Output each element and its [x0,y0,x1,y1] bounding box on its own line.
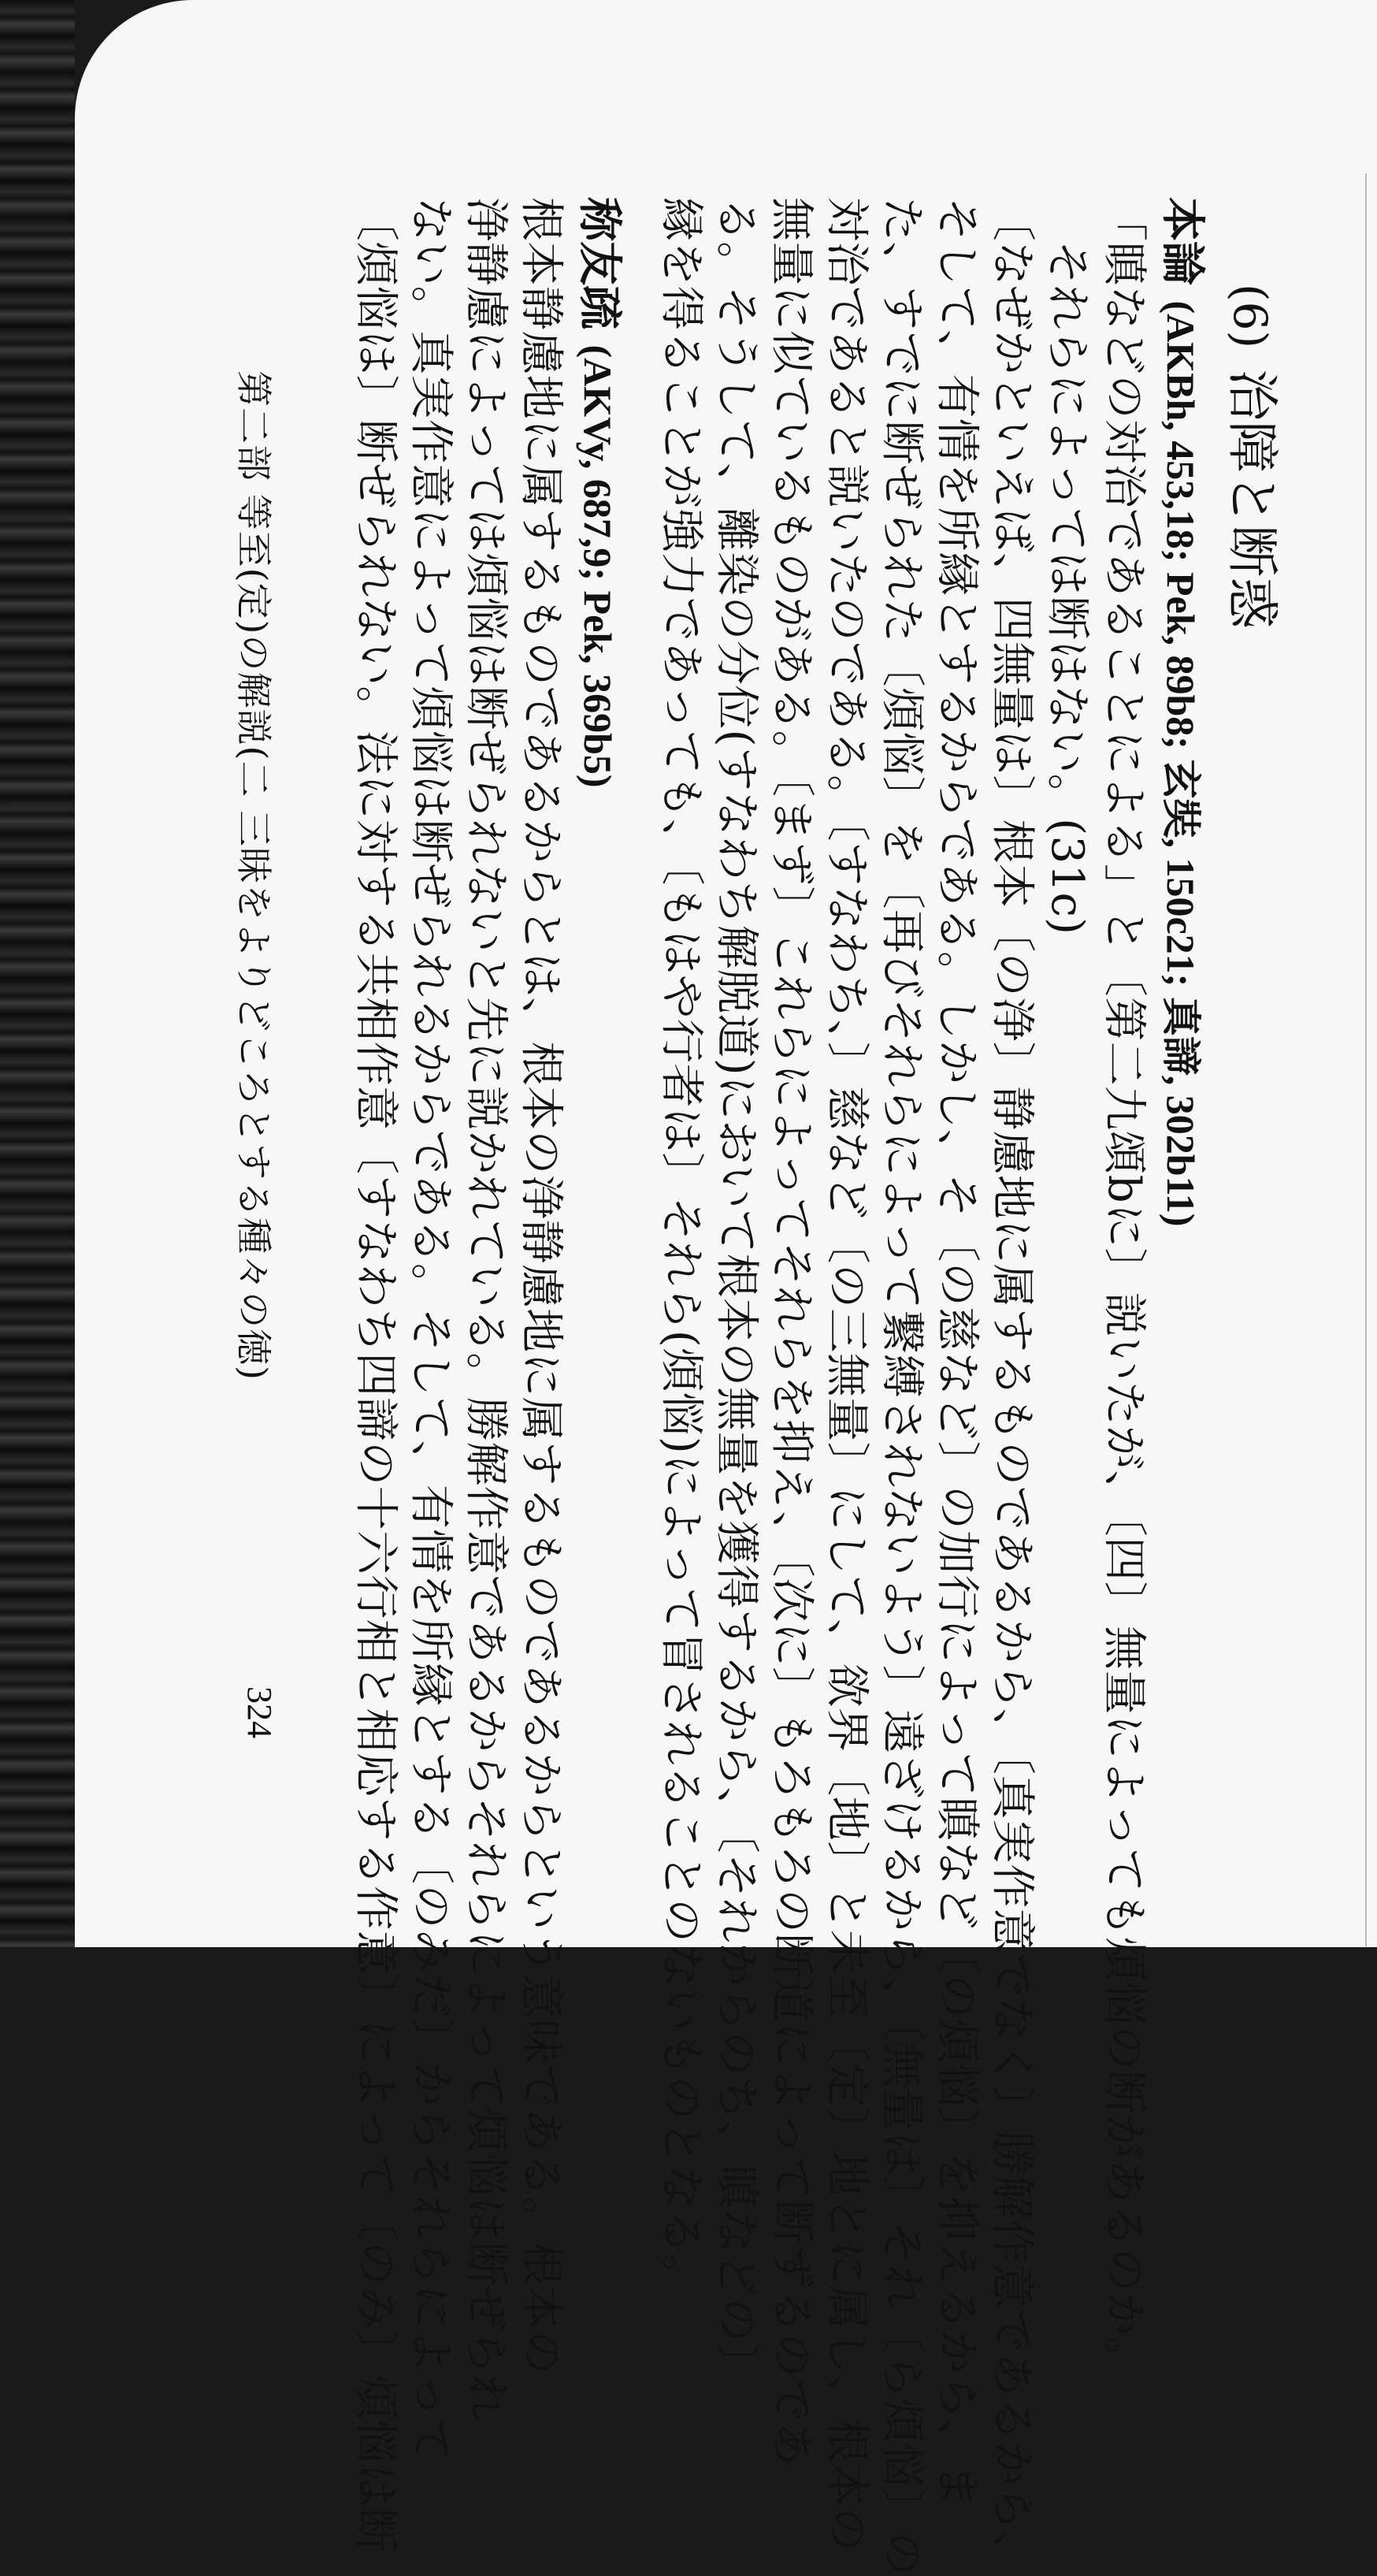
commentary-source: (AKVy, 687,9; Pek, 369b5) [576,344,620,788]
rotated-page-content [75,0,1377,2576]
root-commentary-line-2: そして、有情を所縁とするからである。しかし、そ〔の慈など〕の加行によって瞋など〔の煩悩〕を抑えるから、ま [931,197,982,2508]
verse-line-1: 「瞋などの対治であることによる」と〔第二九頌bに〕説いたが、〔四〕無量によっても煩悩の断があるのか。 [1098,197,1149,2381]
commentary-line-1: 根本静慮地に属するものであるからとは、根本の浄静慮地に属するものであるからという意味である。根本の [515,197,566,2375]
commentary-line-2: 浄静慮によっては煩悩は断ぜられないと先に説かれている。勝解作意であるからそれらによって煩悩は断ぜられ [460,197,511,2419]
root-text-label: 本論 [1156,197,1208,285]
running-title: 第二部 等至(定)の解説(二 三昧をよりどころとする種々の徳) [232,370,275,1381]
book-binding-edge [0,0,75,1947]
commentary-line-4: 〔煩悩は〕断ぜられない。法に対する共相作意〔すなわち四諦の十六行相と相応する作意〕によって〔のみ〕煩悩は断 [350,197,401,2553]
section-number: (6) [1223,284,1277,349]
commentary-heading [573,197,625,788]
root-commentary-line-7: 縁を得ることが強力であっても、〔もはや行者は〕それら(煩悩)によって冒されることのないものとなる。 [655,197,707,2299]
section-heading [1219,284,1294,629]
root-commentary-line-1: 〔なぜかといえば、四無量は〕根本〔の浄〕静慮地に属するものであるから、〔真実作意でなく〕勝解作意であるから、 [986,197,1037,2575]
commentary-line-3: ない。真実作意によって煩悩は断ぜられるからである。そして、有情を所縁とする〔のみだ〕からそれらによって [405,197,456,2463]
page-number: 324 [240,1686,279,1738]
section-title: 治障と断惑 [1222,369,1282,630]
commentary-label: 称友疏 [573,197,625,329]
root-commentary-line-3: た、すでに断ぜられた〔煩悩〕を〔再びそれらによって繋縛されないよう〕遠ざけるから、〔無量は〕それ〔ら煩悩〕の [876,197,927,2576]
root-commentary-line-6: る。そうして、離染の分位(すなわち解脱道)において根本の無量を獲得するから、〔それからのち、瞋などの〕 [711,197,762,2387]
root-text-heading [1156,197,1208,1227]
root-commentary-line-5: 無量に似ているものがある。〔まず〕これらによってそれらを抑え、〔次に〕もろもろの断道によって断ずるのであ [766,197,817,2467]
verse-line-2: それらによっては断はない。(31c) [1041,240,1093,935]
root-commentary-line-4: 対治であると説いたのである。〔すなわち、〕慈など〔の三無量〕にして、欲界〔地〕と未至〔定〕地とに属し、根本の [821,197,872,2552]
root-text-source: (AKBh, 453,18; Pek, 89b8; 玄奘, 150c21; 真諦, 302b11) [1159,300,1203,1227]
